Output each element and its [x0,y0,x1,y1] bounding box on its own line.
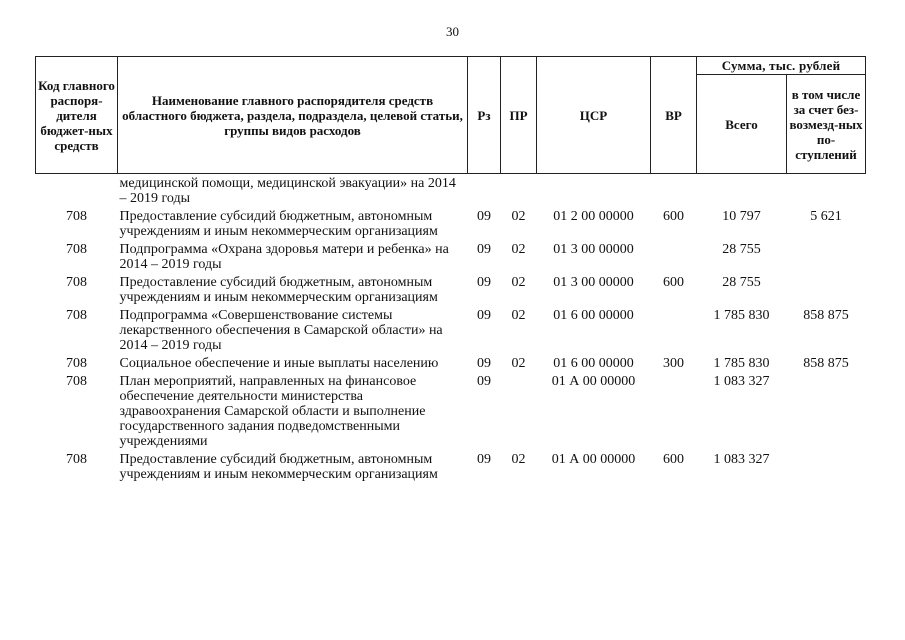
cell-rz: 09 [477,308,491,323]
cell-vr [651,239,697,272]
cell-code: 708 [66,242,87,257]
header-total: Всего [697,75,787,174]
header-name: Наименование главного распорядителя средств областного бюджета, раздела, подраздела, целевой статьи, группы видов расходов [118,57,468,174]
cell-total: 28 755 [722,275,761,290]
cell-code: 708 [66,209,87,224]
cell-rz: 09 [477,356,491,371]
cell-code: 708 [66,452,87,467]
cell-vr [651,371,697,449]
header-code: Код главного распоря-дителя бюджет-ных средств [36,57,118,174]
cell-csr: 01 3 00 00000 [553,275,634,290]
cell-name: План мероприятий, направленных на финансовое обеспечение деятельности министерства здравоохранения Самарской области и выполнение государственного задания подведомственными учреждениями [119,374,426,449]
cell-name: Предоставление субсидий бюджетным, автономным учреждениям и иным некоммерческим организациям [119,452,438,482]
cell-name: Предоставление субсидий бюджетным, автономным учреждениям и иным некоммерческим организациям [119,275,438,305]
header-pr: ПР [501,57,537,174]
table-row [36,239,866,272]
cell-vr [651,305,697,353]
cell-pr: 02 [511,452,526,467]
table-row [36,206,866,239]
table-row [36,371,866,449]
cell-total: 1 785 830 [713,356,770,371]
cell-code: 708 [66,308,87,323]
cell-vr: 600 [663,275,684,290]
cell-pr: 02 [511,356,526,371]
cell-grants: 858 875 [803,308,849,323]
cell-rz: 09 [477,275,491,290]
cell-name: Подпрограмма «Охрана здоровья матери и ребенка» на 2014 – 2019 годы [119,242,449,272]
cell-csr: 01 3 00 00000 [553,242,634,257]
table-row [36,305,866,353]
cell-total: 1 083 327 [713,374,770,389]
table-row [36,449,866,482]
cell-csr: 01 6 00 00000 [553,308,634,323]
cell-pr: 02 [511,308,526,323]
table-row [36,272,866,305]
cell-rz: 09 [477,242,491,257]
header-vr: ВР [651,57,697,174]
cell-pr: 02 [511,242,526,257]
table-row [36,353,866,371]
cell-rz: 09 [477,374,491,389]
cell-name: Предоставление субсидий бюджетным, автономным учреждениям и иным некоммерческим организациям [119,209,438,239]
cell-pr [501,371,537,449]
cell-csr: 01 А 00 00000 [551,374,636,389]
header-csr: ЦСР [537,57,651,174]
cell-grants [787,239,866,272]
page-number: 30 [446,24,459,39]
cell-name: Социальное обеспечение и иные выплаты населению [119,356,439,371]
cell-vr: 600 [663,452,684,467]
header-rz: Рз [468,57,501,174]
cell-grants [787,371,866,449]
cell-total: 1 785 830 [713,308,770,323]
header-grants: в том числе за счет без-возмезд-ных по-ступлений [787,75,866,174]
cell-code: 708 [66,275,87,290]
cell-grants: 858 875 [803,356,849,371]
cell-vr: 300 [663,356,684,371]
cell-code: 708 [66,356,87,371]
continuation-text: медицинской помощи, медицинской эвакуации» на 2014 – 2019 годы [119,176,456,206]
cell-grants: 5 621 [810,209,842,224]
cell-grants [787,449,866,482]
cell-total: 28 755 [722,242,761,257]
cell-rz: 09 [477,209,491,224]
cell-total: 10 797 [722,209,761,224]
budget-table [35,56,866,482]
cell-pr: 02 [511,275,526,290]
cell-code: 708 [66,374,87,389]
cell-csr: 01 2 00 00000 [553,209,634,224]
cell-rz: 09 [477,452,491,467]
cell-csr: 01 6 00 00000 [553,356,634,371]
cell-vr: 600 [663,209,684,224]
cell-pr: 02 [511,209,526,224]
cell-csr: 01 А 00 00000 [551,452,636,467]
cell-name: Подпрограмма «Совершенствование системы лекарственного обеспечения в Самарской области» на 2014 – 2019 годы [119,308,443,353]
cell-grants [787,272,866,305]
continuation-row [36,174,866,207]
header-sum: Сумма, тыс. рублей [697,57,866,75]
cell-total: 1 083 327 [713,452,770,467]
